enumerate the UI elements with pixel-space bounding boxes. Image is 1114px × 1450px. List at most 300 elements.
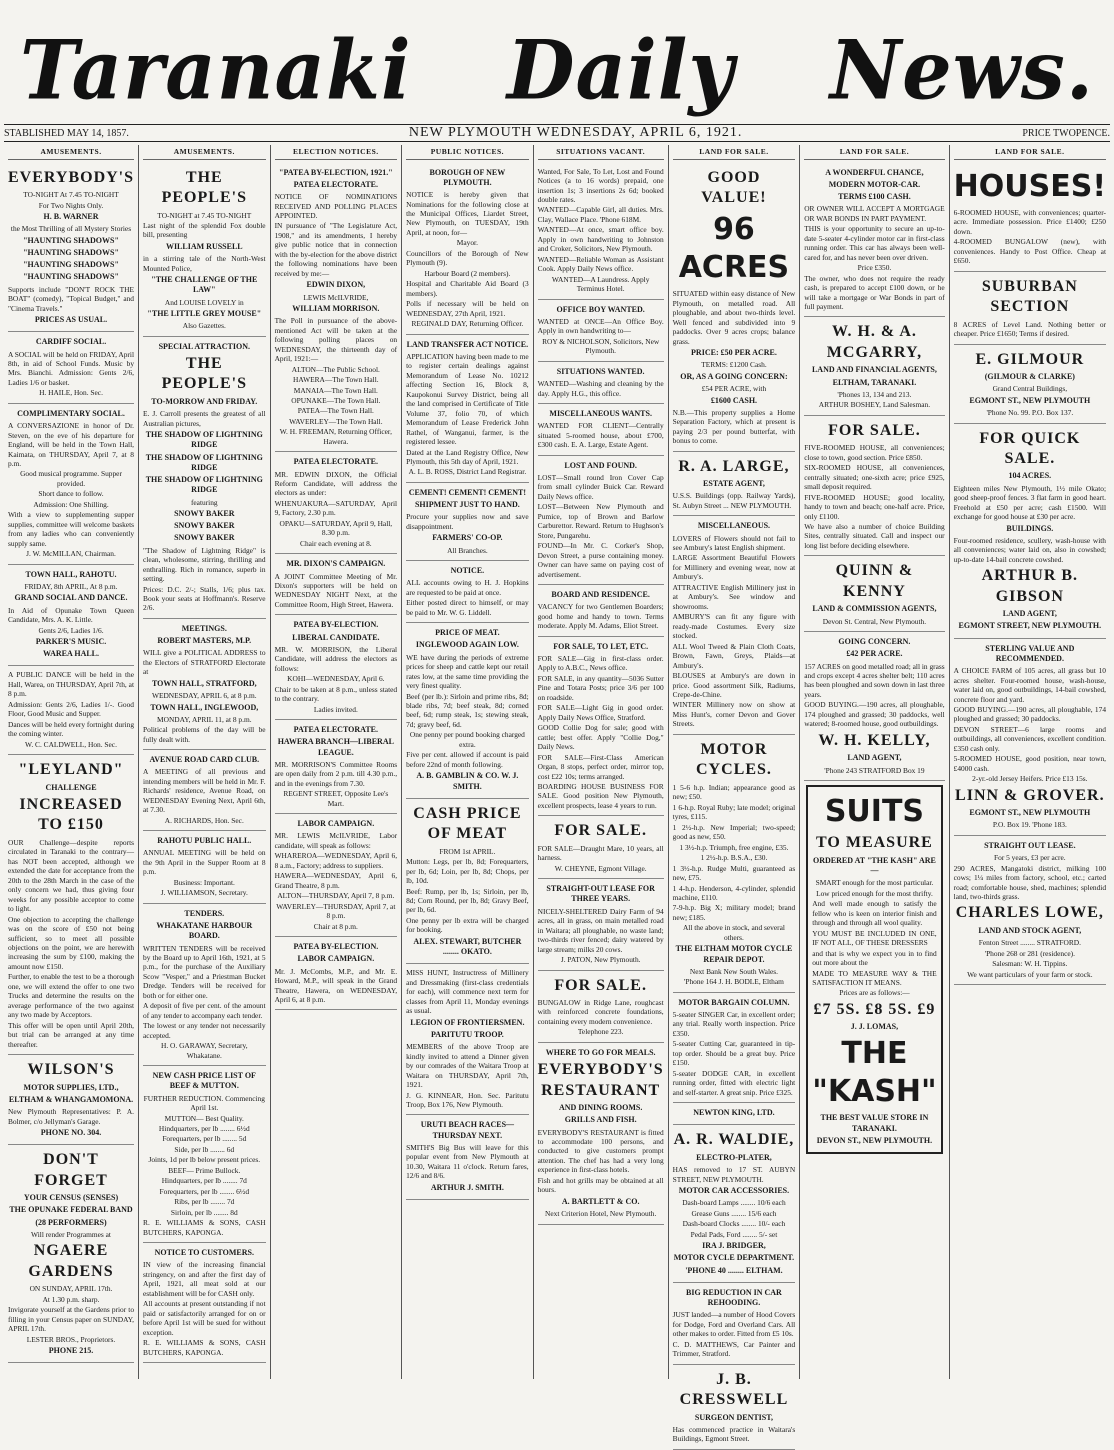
ad-heading: PRICES AS USUAL. xyxy=(34,315,108,325)
ad-text: FIVE-ROOMED HOUSE; good locality, handy to town and beach; one-half acre. Price, only £1100. xyxy=(804,492,945,521)
ad-text: The Poll in pursuance of the above-mentioned Act will be taken at the following polling places on WEDNESDAY, the thirteenth day of April, 1921:— xyxy=(274,316,398,364)
ad-text: Also Gazettes. xyxy=(182,321,226,331)
ad-text: DEVON STREET—6 large rooms and outbuildings, all conveniences, excellent condition. £350 cash only. xyxy=(953,724,1107,753)
ad-text: A CONVERSAZIONE in honor of Dr. Steven, on the eve of his departure for England, will be held in the Town Hall, Kaimata, on THURSDAY, April 7, at 8 p.m. xyxy=(8,421,135,468)
ad-heading: J. J. LOMAS, xyxy=(850,1022,899,1032)
advertisement xyxy=(143,337,266,619)
advertisement xyxy=(8,1145,134,1363)
advertisement xyxy=(275,163,398,453)
ad-text: SMITH'S Big Bus will leave for this popular event from New Plymouth at 10.30, Waitara 11 o'clock. Return fares, 12/6 and 8/6. xyxy=(406,1142,529,1181)
ad-text: At 1.30 p.m. sharp. xyxy=(42,1294,100,1304)
ad-text: MR. LEWIS McILVRIDE, Labor candidate, will speak as follows: xyxy=(274,831,398,850)
ad-text: ON SUNDAY, APRIL 17th. xyxy=(29,1284,113,1294)
ad-text: Dated at the Land Registry Office, New Plymouth, this 5th day of April, 1921. xyxy=(406,447,529,467)
ad-text: 5-seater Cutting Car, guaranteed in tip-top order. Should be a great buy. Price £150. xyxy=(672,1039,796,1068)
ad-heading: SPECIAL ATTRACTION. xyxy=(158,341,250,351)
ad-heading: A. B. GAMBLIN & CO. W. J. SMITH. xyxy=(416,771,519,791)
ad-text: WHAREROA—WEDNESDAY, April 6, 8 a.m., Factory; address to suppliers. xyxy=(274,851,398,870)
ad-text: ALL accounts owing to H. J. Hopkins are requested to be paid at once. xyxy=(406,578,529,597)
advertisement xyxy=(673,1103,796,1125)
ad-heading: TENDERS. xyxy=(184,908,225,918)
ad-text: FURTHER REDUCTION. Commencing April 1st. xyxy=(143,1093,265,1113)
ad-heading: STRAIGHT OUT LEASE. xyxy=(984,840,1076,850)
ad-heading: NGAERE GARDENS xyxy=(28,1242,114,1280)
ad-text: Mayor. xyxy=(456,238,478,248)
ad-text: IN view of the increasing financial stringency, on and after the first day of April, 1921, all meat sold at our establishment will be for CASH only. xyxy=(143,1260,266,1298)
ad-heading: DON'T FORGET xyxy=(34,1151,108,1189)
ad-text: HAWERA—The Town Hall. xyxy=(293,375,379,385)
ad-heading: MOTOR SUPPLIES, LTD., xyxy=(23,1082,119,1092)
ad-text: Dances will be held every fortnight during the coming winter. xyxy=(8,719,135,739)
ad-text: Gents 2/6, Ladies 1/6. xyxy=(38,625,104,635)
ad-text: Ribs, per lb ........ 7d xyxy=(174,1197,235,1207)
ad-text: Fenton Street ........ STRATFORD. xyxy=(978,938,1081,948)
advertisement xyxy=(8,755,134,1055)
ad-text: 4-ROOMED BUNGALOW (new), with conveniences. Handy to Post Office. Cheap at £650. xyxy=(953,237,1107,266)
advertisement xyxy=(8,565,134,667)
ad-text: ALTON—THURSDAY, April 7, 8 p.m. xyxy=(277,891,395,901)
ad-text: WEDNESDAY, APRIL 6, at 8 p.m. xyxy=(151,691,257,701)
ad-heading: LEGION OF FRONTIERSMEN. xyxy=(410,1017,525,1027)
ad-text: One objection to accepting the challenge was on the score of £50 not being sufficient, so to meet all possible objections on the point, we are herewith increasing the sum by £100, making the amount now £150. xyxy=(8,914,135,971)
ad-text: Side, per lb ........ 6d xyxy=(174,1144,235,1154)
ad-text: In Aid of Opunake Town Queen Candidate, Mrs. A. K. Little. xyxy=(8,605,135,625)
ad-heading: STERLING VALUE AND RECOMMENDED. xyxy=(985,643,1075,663)
ad-text: W. C. CALDWELL, Hon. Sec. xyxy=(25,739,117,749)
ad-text: FOR SALE—Draught Mare, 10 years, all harness. xyxy=(537,843,664,863)
ad-text: Procure your supplies now and save disappointment. xyxy=(406,512,529,531)
ad-text: H. O. GARAWAY, Secretary, Whakatane. xyxy=(161,1041,248,1060)
ad-heading: (GILMOUR & CLARKE) xyxy=(984,372,1075,382)
advertisement xyxy=(538,637,664,817)
ad-text: J. W. McMILLAN, Chairman. xyxy=(26,549,116,559)
ad-text: One penny per pound booking charged extra. xyxy=(409,730,525,749)
column-8 xyxy=(950,145,1110,1379)
ad-heading: E. GILMOUR xyxy=(975,350,1085,368)
ad-text: BLOUSES at Ambury's are down in price. Good assortment Silk, Radiums, Crepe-de-Chine. xyxy=(672,671,796,700)
ad-text: R. E. WILLIAMS & SONS, CASH BUTCHERS, KAPONGA. xyxy=(143,1338,266,1357)
ad-heading: OR, AS A GOING CONCERN: xyxy=(680,371,788,381)
ad-text: TERMS: £1200 Cash. xyxy=(701,360,767,370)
ad-heading: BOROUGH OF NEW PLYMOUTH. xyxy=(429,167,506,187)
advertisement xyxy=(673,993,796,1103)
column-5 xyxy=(534,145,669,1379)
ad-heading: WHAKATANE HARBOUR BOARD. xyxy=(156,921,253,941)
advertisement xyxy=(954,639,1106,836)
ad-text: Fish and hot grills may be obtained at all hours. xyxy=(537,1175,664,1195)
columns xyxy=(4,145,1110,1444)
ad-heading: CHARLES LOWE, xyxy=(955,904,1104,922)
ad-text: WANTED FOR CLIENT—Centrally situated 5-roomed house, about £700, £300 cash. E. A. Large, Estate Agent. xyxy=(537,421,664,450)
ad-heading: MOTOR CYCLES. xyxy=(695,740,772,779)
ad-heading: OFFICE BOY WANTED. xyxy=(556,304,645,314)
ad-heading: COMPLIMENTARY SOCIAL. xyxy=(17,408,125,418)
ad-heading: LAND AGENT, xyxy=(1002,609,1057,619)
advertisement xyxy=(804,556,944,632)
advertisement xyxy=(538,1043,664,1225)
advertisement xyxy=(406,623,529,799)
ad-heading: LAND AGENT, xyxy=(847,753,902,763)
advertisement xyxy=(275,452,398,554)
ad-text: THIS is your opportunity to secure an up-to-date 5-seater 4-cylinder motor car in first-class running order. This car has always been well-cared for, and has never been over driven. xyxy=(804,224,945,262)
ad-heading: "LEYLAND" xyxy=(18,761,124,779)
ad-text: BEEF— Prime Bullock. xyxy=(168,1165,241,1175)
ad-text: ARTHUR BOSHEY, Land Salesman. xyxy=(818,400,931,410)
advertisement xyxy=(673,516,796,735)
advertisement xyxy=(673,1283,796,1365)
ad-heading: 96 ACRES xyxy=(678,211,790,285)
advertisement xyxy=(8,1055,134,1145)
advertisement xyxy=(8,332,134,404)
ad-text: Beef (per lb.): Sirloin and prime ribs, 8d; blade ribs, 7d; beef steak, 8d; corned beef, 6d; rump steak, 1s; stewing steak, 7d; gravy beef, 6d. xyxy=(406,691,529,729)
ad-heading: MOTOR BARGAIN COLUMN. xyxy=(678,997,790,1007)
ad-heading: 104 ACRES. xyxy=(1008,471,1052,481)
ad-heading: CASH PRICE OF MEAT xyxy=(413,804,522,843)
ad-text: MEMBERS of the above Troop are kindly invited to attend a Dinner given by our comrades of the Waitara Troop at Waitara on THURSDAY, April 7th, 1921. xyxy=(406,1042,529,1090)
ad-text: LOST—Between New Plymouth and Pumice, top of Brown and Barlow Carburettor. Reward. Return to Hughson's Store, Pungarehu. xyxy=(537,502,664,540)
advertisement xyxy=(538,585,664,637)
ad-text: P.O. Box 19. 'Phone 183. xyxy=(992,820,1067,830)
ad-text: 'Phones 13, 134 and 213. xyxy=(837,389,912,399)
column-2 xyxy=(139,145,271,1379)
ad-text: featuring xyxy=(190,497,218,507)
advertisement xyxy=(538,816,664,879)
ad-text: 1 2½-h.p. New Imperial; two-speed; good as new, £50. xyxy=(672,822,796,842)
ad-text: OPAKU—SATURDAY, April 9, Hall, 8.30 p.m. xyxy=(279,518,393,538)
ad-text: LESTER BROS., Proprietors. xyxy=(26,1334,116,1344)
ad-text: R. E. WILLIAMS & SONS, CASH BUTCHERS, KAPONGA. xyxy=(143,1218,266,1237)
ad-text: WANTED—Washing and cleaning by the day. Apply H.G., this office. xyxy=(537,379,664,398)
column-6 xyxy=(669,145,801,1444)
ad-text: WAVERLEY—The Town Hall. xyxy=(289,416,383,426)
ad-text: WAVERLEY—THURSDAY, April 7, at 8 p.m. xyxy=(276,901,396,921)
ad-text: E. J. Carroll presents the greatest of all Australian pictures, xyxy=(143,409,266,428)
ad-text: NICELY-SHELTERED Dairy Farm of 94 acres, all in grass, on main metalled road in Waitara; all ploughable, no waste land; two-thirds river fenced; dairy watered by large stream; milks 20 cows. xyxy=(537,906,664,954)
ad-text: "The Shadow of Lightning Ridge" is clean, wholesome, stirring, thrilling and enthralling. Rich in romance, superb in setting. xyxy=(143,545,266,584)
ad-text: Chair at 8 p.m. xyxy=(313,921,358,931)
ad-text: WANTED—Capable Girl, all duties. Mrs. Clay, Wallace Place. 'Phone 618M. xyxy=(537,205,664,224)
established-date: STABLISHED MAY 14, 1857. xyxy=(4,127,129,139)
ad-heading: AVENUE ROAD CARD CLUB. xyxy=(149,755,260,765)
ad-heading: "HAUNTING SHADOWS" xyxy=(23,247,119,257)
ad-heading: TOWN HALL, STRATFORD, xyxy=(151,678,257,688)
ad-heading: GOOD VALUE! xyxy=(701,168,767,207)
ad-text: W. H. & A. MCGARRY, xyxy=(826,323,923,361)
ad-text: A. L. B. ROSS, District Land Registrar. xyxy=(408,467,527,477)
ad-text: 5-ROOMED HOUSE, good position, near town, £4000 cash. xyxy=(953,754,1107,773)
ad-heading: FARMERS' CO-OP. xyxy=(432,533,503,543)
ad-text: 'Phone 243 STRATFORD Box 19 xyxy=(824,765,925,775)
ad-text: Joints, 1d per lb below present prices. xyxy=(148,1155,261,1165)
ad-text: Short dance to follow. xyxy=(38,489,104,499)
advertisement xyxy=(275,937,398,1010)
ad-text: WANTED—A Laundress. Apply Terminus Hotel. xyxy=(551,274,650,294)
ad-heading: (28 PERFORMERS) xyxy=(35,1217,107,1227)
ad-heading: LAND & COMMISSION AGENTS, xyxy=(812,604,937,614)
ad-heading: FOR SALE. xyxy=(554,976,647,994)
ad-text: 'Phone No. 99. P.O. Box 137. xyxy=(986,408,1074,418)
ad-text: Five per cent. allowed if account is paid before 22nd of month following. xyxy=(406,750,529,769)
ad-text: One penny per lb extra will be charged for booking. xyxy=(406,915,529,935)
ad-text: HAS removed to 17 ST. AUBYN STREET, NEW PLYMOUTH. xyxy=(672,1165,796,1184)
ad-heading: PHONE 215. xyxy=(48,1346,94,1356)
ad-text: U.S.S. Buildings (opp. Railway Yards), St. Aubyn Street ... NEW PLYMOUTH. xyxy=(672,491,796,510)
ad-heading: PHONE NO. 304. xyxy=(40,1128,102,1138)
advertisement xyxy=(673,163,796,452)
ad-text: GOOD Collie Dog for sale; good with cattle; best offer. Apply "Collie Dog," Daily News. xyxy=(537,723,664,752)
ad-text: in a stirring tale of the North-West Mounted Police, xyxy=(143,254,266,273)
ad-heading: £42 PER ACRE. xyxy=(846,649,903,659)
ad-text: 6-ROOMED HOUSE, with conveniences; quarter-acre. Immediate possession. Price £1400; £250 down. xyxy=(953,207,1107,236)
column-header: LAND FOR SALE. xyxy=(804,147,944,160)
advertisement xyxy=(8,666,134,755)
ad-heading: HOUSES! xyxy=(953,168,1107,204)
ad-text: HAWERA—WEDNESDAY, April 6, Grand Theatre, 8 p.m. xyxy=(274,871,398,890)
ad-heading: HAWERA BRANCH—LIBERAL LEAGUE. xyxy=(277,737,394,757)
advertisement xyxy=(954,272,1106,345)
ad-text: And LOUISE LOVELY in xyxy=(164,297,244,307)
ad-heading: "THE CHALLENGE OF THE LAW" xyxy=(151,275,258,295)
ad-heading: A. R. WALDIE, xyxy=(673,1131,795,1149)
ad-heading: TOWN HALL, RAHOTU. xyxy=(25,569,117,579)
ad-text: THE "KASH" xyxy=(812,1035,937,1110)
advertisement xyxy=(143,831,266,904)
ad-heading: EVERYBODY'S RESTAURANT xyxy=(537,1061,664,1099)
ad-heading: MEETINGS. xyxy=(181,623,227,633)
ad-heading: IRA J. BRIDGER, xyxy=(702,1241,766,1251)
ad-text: Admission: One Shilling. xyxy=(33,499,109,509)
advertisement xyxy=(406,799,529,965)
column-header: ELECTION NOTICES. xyxy=(275,147,398,160)
advertisement xyxy=(406,483,529,561)
dateline xyxy=(4,124,1110,142)
ad-heading: ELECTRO-PLATER, xyxy=(696,1152,772,1162)
ad-heading: W. H. KELLY, xyxy=(818,731,931,749)
ad-heading: NOTICE. xyxy=(450,566,485,576)
ad-text: FOUND—In Mr. C. Corker's Shop, Devon Street, a purse containing money. Owner can have same on paying cost of advertisement. xyxy=(537,541,664,579)
ad-heading: PRICE: £50 PER ACRE. xyxy=(691,348,777,358)
ad-text: OR OWNER WILL ACCEPT A MORTGAGE OR WAR BONDS IN PART PAYMENT. xyxy=(804,204,945,223)
ad-text: A. RICHARDS, Hon. Sec. xyxy=(164,815,244,825)
ad-text: All the above in stock, and several others. xyxy=(682,923,785,942)
ad-text: 1 2½-h.p. B.S.A., £30. xyxy=(700,853,768,863)
advertisement xyxy=(673,735,796,993)
advertisement xyxy=(8,163,134,333)
advertisement xyxy=(8,404,134,565)
ad-text: MR. W. MORRISON, the Liberal Candidate, will address the electors as follows: xyxy=(274,644,398,673)
ad-text: 7-9-h.p. Big X; military model; brand new; £185. xyxy=(672,903,796,922)
column-1 xyxy=(4,145,139,1379)
ad-text: With a view to supplementing supper supplies, committee will welcome baskets from any ladies who can conveniently supply same. xyxy=(8,510,135,548)
ad-heading: LINN & GROVER. xyxy=(955,786,1105,804)
ad-text: Political problems of the day will be fully dealt with. xyxy=(143,725,266,744)
ad-text: FOR SALE, in any quantity—5036 Sutter Pine and Totara Posts; price 3/6 per 100 on roadside. xyxy=(537,673,664,702)
column-header: AMUSEMENTS. xyxy=(8,147,134,160)
ad-heading: SNOWY BAKER xyxy=(174,508,235,518)
ad-text: LARGE Assortment Beautiful Flowers for Millinery and evening wear, now at Ambury's. xyxy=(672,553,796,582)
ad-text: Supports include "DON'T ROCK THE BOAT" (comedy), "Topical Budget," and "Cinema Travels." xyxy=(8,284,135,313)
ad-heading: THE SHADOW OF LIGHTNING RIDGE xyxy=(145,430,263,450)
ad-heading: ARTHUR J. SMITH. xyxy=(430,1182,504,1192)
ad-text: 290 ACRES, Mangatoki district, milking 100 cows; 1¼ miles from factory, school, etc.; carted road; comfortable house, shed, machines; splendid land, two-thirds grass. xyxy=(953,863,1107,902)
ad-heading: LAND AND FINANCIAL AGENTS, xyxy=(811,365,937,375)
column-7 xyxy=(800,145,949,1379)
ad-text: NOTICE is hereby given that Nominations for the following close at the Municipal Offices, Liardet Street, New Plymouth, on TUESDAY, 19th April, at noon, for— xyxy=(406,190,529,237)
ad-text: Pedal Pads, Ford ........ 5/- set xyxy=(690,1229,778,1239)
ad-heading: ELTHAM, TARANAKI. xyxy=(832,377,917,387)
ad-heading: MODERN MOTOR-CAR. xyxy=(828,179,921,189)
ad-heading: LABOR CAMPAIGN. xyxy=(297,954,375,964)
ad-text: FOR SALE—First-Class American Organ, 8 stops, perfect order, mirror top, cost £22 10s; terms arranged. xyxy=(537,752,664,781)
ad-text: For 5 years, £3 per acre. xyxy=(994,853,1066,863)
ad-text: Harbour Board (2 members). xyxy=(424,268,511,278)
column-4 xyxy=(402,145,534,1379)
ad-text: KOHI—WEDNESDAY, April 6. xyxy=(287,674,385,684)
ad-heading: EDWIN DIXON, xyxy=(306,280,366,290)
ad-text: 157 ACRES on good metalled road; all in grass and crops except 4 acres shelter belt; 110 acres has been ploughed and sown down in last three years. xyxy=(804,661,945,699)
ad-heading: SUBURBAN SECTION xyxy=(981,277,1078,316)
ad-heading: MOTOR CYCLE DEPARTMENT. xyxy=(673,1253,795,1263)
ad-text: £7 5S. £8 5S. £9 xyxy=(813,1000,936,1018)
ad-heading: URUTI BEACH RACES—THURSDAY NEXT. xyxy=(420,1120,515,1140)
issue-date: NEW PLYMOUTH WEDNESDAY, APRIL 6, 1921. xyxy=(408,125,743,140)
ad-heading: INGLEWOOD AGAIN LOW. xyxy=(415,640,519,650)
ad-text: Chair to be taken at 8 p.m., unless stated to the contrary. xyxy=(274,684,398,704)
ad-heading: INCREASED TO £150 xyxy=(19,795,123,834)
ad-text: FOR SALE—Gig in first-class order. Apply to A.B.C., News office. xyxy=(537,653,664,673)
ad-text: MUTTON— Best Quality. xyxy=(164,1113,244,1123)
ad-heading: TO-MORROW AND FRIDAY. xyxy=(151,396,258,406)
ad-heading: GRAND SOCIAL AND DANCE. xyxy=(14,593,128,603)
ad-text: Devon St. Central, New Plymouth. xyxy=(822,616,927,626)
ad-text: JUST landed—a number of Hood Covers for Dodge, Ford and Overland Cars. All other makes to order. Fitted from £5 10s. xyxy=(672,1310,796,1339)
ad-text: The owner, who does not require the ready cash, is prepared to accept £100 down, or he will take a mortgage or War Bonds in part of full payment. xyxy=(804,273,945,311)
ad-text: WRITTEN TENDERS will be received by the Board up to April 16th, 1921, at 5 p.m., for the purchase of the Auxiliary Scow "Vesper," and a Priestman Bucket Dredge. Tenders will be received for both or for either one. xyxy=(143,943,266,1000)
advertisement xyxy=(275,554,398,615)
ad-heading: "HAUNTING SHADOWS" xyxy=(23,235,119,245)
ad-text: GOOD BUYING.—190 acres, all ploughable, 174 ploughed and grassed; 30 paddocks, well watered; 8-roomed house, good outbuildings. xyxy=(804,700,945,729)
ad-text: 1 3½-h.p. Rudge Multi, guaranteed as new, £75. xyxy=(672,863,796,883)
ad-text: Wanted, For Sale, To Let, Lost and Found Notices (a to 16 words) prepaid, one insertion 1s; 3 insertions 2s 6d; booked double rates. xyxy=(537,166,664,204)
ad-heading: PARKER'S MUSIC. xyxy=(35,637,107,646)
advertisement xyxy=(406,335,529,483)
advertisement xyxy=(673,1365,796,1450)
ad-heading: FOR QUICK SALE. xyxy=(979,429,1081,468)
ad-text: NOTICE OF NOMINATIONS RECEIVED AND POLLING PLACES APPOINTED. xyxy=(274,192,398,220)
advertisement xyxy=(673,452,796,517)
advertisement xyxy=(538,971,664,1043)
ad-heading: SNOWY BAKER xyxy=(174,521,235,531)
ad-text: Prices are as follows:— xyxy=(839,988,910,998)
ad-heading: PATEA ELECTORATE. xyxy=(293,179,378,189)
ad-heading: PATEA BY-ELECTION. xyxy=(293,620,379,630)
ad-text: Polls if necessary will be held on WEDNESDAY, 27th April, 1921. xyxy=(406,299,529,318)
masthead-word-2: Daily xyxy=(506,22,735,119)
ad-heading: PATEA ELECTORATE. xyxy=(293,725,378,735)
ad-text: Telephone 223. xyxy=(577,1027,624,1037)
ad-text: Has commenced practice in Waitara's Buildings, Egmont Street. xyxy=(672,1424,796,1444)
ad-heading: PATEA BY-ELECTION. xyxy=(293,942,379,952)
ad-text: Forequarters, per lb ........ 6½d xyxy=(159,1186,250,1196)
ad-text: A MEETING of all previous and intending members will be held in Mr. F. Richards' residence, Avenue Road, on WEDNESDAY Evening Next, April 6th, at 7.30. xyxy=(143,767,266,815)
advertisement xyxy=(538,163,664,300)
ad-text: PATEA—The Town Hall. xyxy=(297,406,374,416)
ad-heading: SURGEON DENTIST, xyxy=(694,1412,773,1422)
advertisement xyxy=(143,163,266,337)
ad-text: Hospital and Charitable Aid Board (3 members). xyxy=(406,279,529,298)
ad-text: SMART enough for the most particular. xyxy=(815,878,934,888)
ad-text: The lowest or any tender not necessarily accepted. xyxy=(143,1021,266,1040)
ad-text: Will render Programmes at xyxy=(31,1229,111,1239)
advertisement xyxy=(804,632,944,781)
ad-heading: EGMONT ST., NEW PLYMOUTH xyxy=(969,808,1091,818)
advertisement xyxy=(954,836,1106,985)
ad-heading: A WONDERFUL CHANCE, xyxy=(825,167,924,177)
ad-text: We want particulars of your farm or stock. xyxy=(967,969,1093,979)
ad-heading: SITUATIONS WANTED. xyxy=(556,366,645,376)
ad-text: AMBURY'S can fit any figure with ready-made Costumes. Every size stocked. xyxy=(672,612,796,641)
ad-heading: SHIPMENT JUST TO HAND. xyxy=(414,500,520,510)
ad-heading: EGMONT STREET, NEW PLYMOUTH. xyxy=(958,621,1102,631)
ad-text: MONDAY, APRIL 11, at 8 p.m. xyxy=(157,714,252,724)
ad-text: LOST—Small round Iron Cover Cap from small cylinder Buick Car. Reward Daily News office. xyxy=(537,472,664,501)
ad-heading: RAHOTU PUBLIC HALL. xyxy=(157,836,252,846)
ad-text: Hindquarters, per lb ........ 6½d xyxy=(158,1124,250,1133)
ad-heading: NEW CASH PRICE LIST OF BEEF & MUTTON. xyxy=(152,1071,256,1091)
ad-heading: ESTATE AGENT, xyxy=(703,479,765,489)
ad-text: MANAIA—The Town Hall. xyxy=(293,385,378,395)
advertisement xyxy=(406,561,529,623)
ad-text: FOR SALE—Light Gig in good order. Apply Daily News Office, Stratford. xyxy=(537,703,664,722)
ad-text: Sirloin, per lb ........ 8d xyxy=(170,1207,238,1217)
ad-heading: LAND AND STOCK AGENT, xyxy=(978,925,1082,935)
ad-heading: DEVON ST., NEW PLYMOUTH. xyxy=(816,1135,933,1145)
ad-heading: FOR SALE. xyxy=(828,421,921,439)
ad-heading: H. B. WARNER xyxy=(43,212,99,221)
ad-heading: GOING CONCERN. xyxy=(838,637,911,647)
ad-heading: QUINN & KENNY xyxy=(835,562,914,600)
ad-text: Invigorate yourself at the Gardens prior to filling in your Census paper on SUNDAY, APRIL 17th. xyxy=(8,1305,135,1334)
ad-heading: "PATEA BY-ELECTION, 1921." xyxy=(279,167,393,177)
ad-heading: PATEA ELECTORATE. xyxy=(293,457,378,467)
ad-heading: A. BARTLETT & CO. xyxy=(561,1196,640,1206)
ad-heading: WILLIAM RUSSELL xyxy=(165,241,243,251)
ad-heading: MR. DIXON'S CAMPAIGN. xyxy=(286,559,386,569)
advertisement xyxy=(538,300,664,362)
advertisement xyxy=(275,814,398,937)
ad-heading: ALEX. STEWART, BUTCHER ........ OKATO. xyxy=(413,936,522,957)
ad-text: Grand Central Buildings, xyxy=(992,384,1068,394)
ad-heading: MISCELLANEOUS. xyxy=(697,521,771,531)
ad-text: WE have during the periods of extreme prices for sheep and cattle kept our retail rates low, at the same time providing the very finest quality. xyxy=(406,652,529,691)
ad-text: Prices: D.C. 2/-; Stalls, 1/6; plus tax. Book your seats at Hoffmann's. Reserve 2/6. xyxy=(143,584,266,613)
ad-text: Dash-board Clocks ........ 10/- each xyxy=(682,1219,786,1229)
ad-text: Councillors of the Borough of New Plymouth (9). xyxy=(406,248,529,268)
ad-heading: LOST AND FOUND. xyxy=(564,460,637,470)
ad-heading: BUILDINGS. xyxy=(1006,523,1054,533)
ad-text: Further, to enable the test to be a thorough one, we will extend the offer to one two Trucks and determine the results on the average performance of the two against any two made by Acceptors. xyxy=(8,972,135,1020)
ad-text: 1 5-6 h.p. Indian; appearance good as new; £50. xyxy=(672,782,796,802)
ad-text: J. PATON, New Plymouth. xyxy=(560,955,641,965)
ad-heading: SNOWY BAKER xyxy=(174,533,235,543)
advertisement xyxy=(538,362,664,404)
price: PRICE TWOPENCE. xyxy=(1022,127,1110,139)
advertisement xyxy=(538,456,664,585)
ad-heading: 'PHONE 40 ........ ELTHAM. xyxy=(685,1265,783,1275)
ad-heading: TERMS £100 CASH. xyxy=(838,192,911,202)
ad-heading: NEWTON KING, LTD. xyxy=(693,1108,775,1118)
ad-heading: THE OPUNAKE FEDERAL BAND xyxy=(9,1205,133,1215)
